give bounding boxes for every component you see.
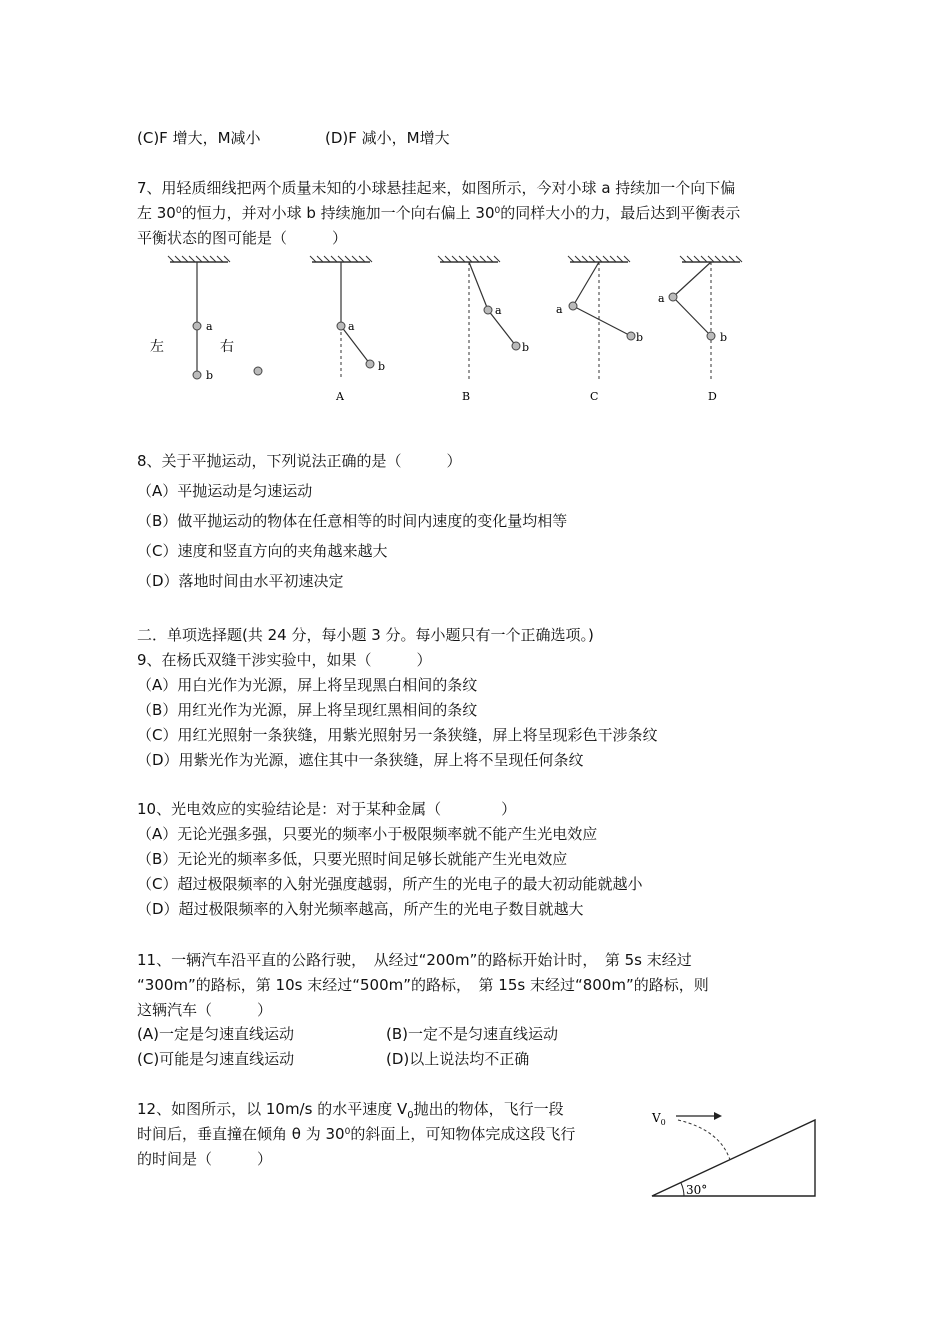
q9-option-d: （D）用紫光作为光源，遮住其中一条狭缝，屏上将不呈现任何条纹 <box>137 751 584 769</box>
q7-fig-ball-b-label: b <box>522 341 530 354</box>
q7-stem-line2 <box>137 203 740 223</box>
q7-pendulum-figure <box>140 250 760 410</box>
q7-fig-ball-a-label: a <box>658 292 665 305</box>
q7-fig-ball-a-label: a <box>495 304 502 317</box>
q10-option-d: （D）超过极限频率的入射光频率越高，所产生的光电子数目就越大 <box>137 900 584 918</box>
q6-option-d: (D)F 减小，M增大 <box>325 129 450 147</box>
q12-incline-figure <box>648 1100 822 1204</box>
q7-fig-right-label: 右 <box>220 339 234 355</box>
q12-subscript: 0 <box>407 1110 414 1121</box>
q10-option-a: （A）无论光强多强，只要光的频率小于极限频率就不能产生光电效应 <box>137 825 598 843</box>
q11-option-b: (B)一定不是匀速直线运动 <box>386 1025 558 1043</box>
q12-superscript: 0 <box>344 1127 351 1137</box>
q7-fig-ball-a-label: a <box>206 320 213 333</box>
q12-stem-line1 <box>137 1099 564 1126</box>
q7-stem-line1: 7、用轻质细线把两个质量未知的小球悬挂起来，如图所示，今对小球 a 持续加一个向下偏 <box>137 179 736 197</box>
q7-fig-ball-a-label: a <box>348 320 355 333</box>
q11-stem-line3: 这辆汽车（ ） <box>137 1001 273 1019</box>
q11-stem-line2: “300m”的路标，第 10s 末经过“500m”的路标， 第 15s 末经过“800m”的路标，则 <box>137 976 709 994</box>
q10-option-c: （C）超过极限频率的入射光强度越弱，所产生的光电子的最大初动能就越小 <box>137 875 643 893</box>
q7-stem-line3: 平衡状态的图可能是（ ） <box>137 229 348 247</box>
q8-option-d: （D）落地时间由水平初速决定 <box>137 572 344 590</box>
q8-option-b: （B）做平抛运动的物体在任意相等的时间内速度的变化量均相等 <box>137 512 568 530</box>
q12-fig-velocity-label <box>651 1111 666 1127</box>
q7-superscript: 0 <box>494 206 501 216</box>
q9-option-c: （C）用红光照射一条狭缝，用紫光照射另一条狭缝，屏上将呈现彩色干涉条纹 <box>137 726 658 744</box>
q11-option-a: (A)一定是匀速直线运动 <box>137 1025 294 1043</box>
section-2-heading: 二．单项选择题(共 24 分，每小题 3 分。每小题只有一个正确选项。) <box>137 626 594 644</box>
q12-stem-line3: 的时间是（ ） <box>137 1150 273 1168</box>
q10-stem: 10、光电效应的实验结论是：对于某种金属（ ） <box>137 800 517 818</box>
q7-text: 的同样大小的力，最后达到平衡表示 <box>500 204 741 222</box>
q12-text: 的斜面上，可知物体完成这段飞行 <box>350 1125 576 1143</box>
q7-fig-left-label: 左 <box>150 339 164 355</box>
q7-text: 的恒力，并对小球 b 持续施加一个向右偏上 30 <box>181 204 495 222</box>
q7-fig-option-d-label: D <box>708 390 717 403</box>
q7-fig-ball-b-label: b <box>206 369 214 382</box>
q7-superscript: 0 <box>175 206 182 216</box>
q8-stem: 8、关于平抛运动，下列说法正确的是（ ） <box>137 452 462 470</box>
q8-option-a: （A）平抛运动是匀速运动 <box>137 482 313 500</box>
q7-fig-ball-b-label: b <box>720 331 728 344</box>
q11-option-d: (D)以上说法均不正确 <box>386 1050 530 1068</box>
q7-fig-option-c-label: C <box>590 390 599 403</box>
q7-fig-ball-b-label: b <box>378 360 386 373</box>
q7-fig-option-a-label: A <box>336 390 344 403</box>
q9-stem: 9、在杨氏双缝干涉实验中，如果（ ） <box>137 651 432 669</box>
q12-text: 抛出的物体，飞行一段 <box>413 1100 564 1118</box>
q12-stem-line2 <box>137 1124 575 1144</box>
q12-fig-angle-label: 30° <box>686 1183 708 1197</box>
q7-fig-option-b-label: B <box>462 390 471 403</box>
q9-option-b: （B）用红光作为光源，屏上将呈现红黑相间的条纹 <box>137 701 478 719</box>
q11-stem-line1: 11、一辆汽车沿平直的公路行驶， 从经过“200m”的路标开始计时， 第 5s 末经过 <box>137 951 692 969</box>
q8-option-c: （C）速度和竖直方向的夹角越来越大 <box>137 542 388 560</box>
q6-option-c: (C)F 增大，M减小 <box>137 129 261 147</box>
q12-fig-v-sub: 0 <box>660 1118 666 1127</box>
q12-fig-v: V <box>652 1111 661 1125</box>
q12-text: 时间后，垂直撞在倾角 θ 为 30 <box>137 1125 345 1143</box>
q12-text: 12、如图所示，以 10m/s 的水平速度 V <box>137 1100 408 1118</box>
q10-option-b: （B）无论光的频率多低，只要光照时间足够长就能产生光电效应 <box>137 850 568 868</box>
q7-fig-ball-a-label: a <box>556 303 563 316</box>
q9-option-a: （A）用白光作为光源，屏上将呈现黑白相间的条纹 <box>137 676 478 694</box>
q7-text: 左 30 <box>137 204 176 222</box>
q11-option-c: (C)可能是匀速直线运动 <box>137 1050 295 1068</box>
q7-fig-ball-b-label: b <box>636 331 644 344</box>
